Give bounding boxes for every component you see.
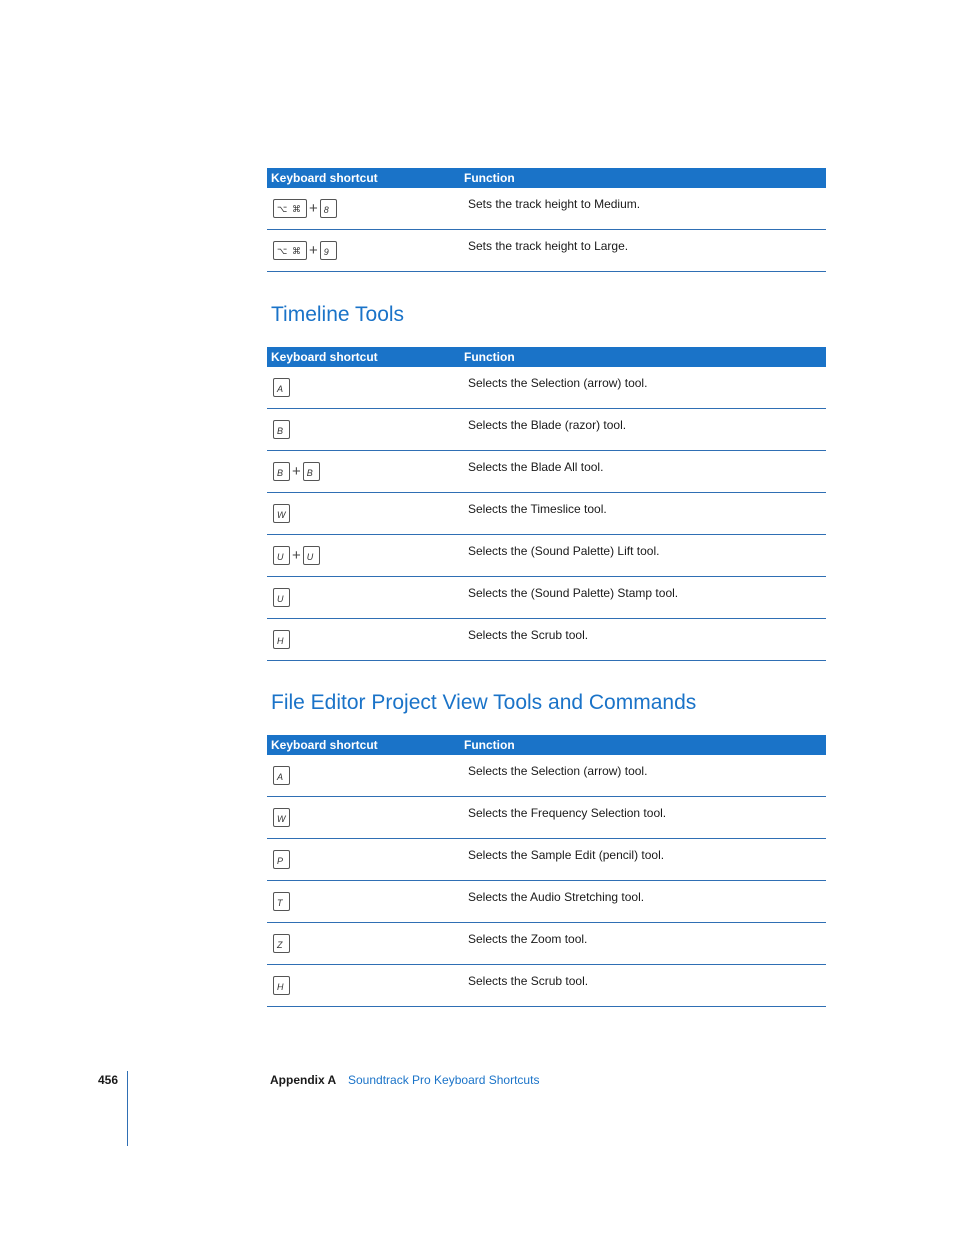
- shortcut-keys: [267, 577, 468, 618]
- file-editor-table: [267, 735, 826, 1007]
- shortcut-keys: [267, 188, 468, 229]
- function-text: Selects the (Sound Palette) Stamp tool.: [468, 586, 679, 600]
- key-cap: Z: [273, 934, 290, 953]
- timeline-tools-table: [267, 347, 826, 661]
- shortcut-keys: [267, 965, 468, 1006]
- key-cap: P: [273, 850, 290, 869]
- table-row: [267, 881, 826, 923]
- key-cap: A: [273, 378, 290, 397]
- function-text: Selects the Selection (arrow) tool.: [468, 376, 648, 390]
- function-text: Selects the Scrub tool.: [468, 628, 589, 642]
- track-height-table: [267, 168, 826, 272]
- page-number: 456: [98, 1073, 119, 1087]
- table-row: [267, 839, 826, 881]
- key-cap: 9: [320, 241, 337, 260]
- function-text: Selects the Frequency Selection tool.: [468, 806, 667, 820]
- table-row: [267, 230, 826, 272]
- shortcut-keys: [267, 451, 468, 492]
- shortcut-keys: [267, 881, 468, 922]
- shortcut-keys: [267, 839, 468, 880]
- function-text: Selects the Sample Edit (pencil) tool.: [468, 848, 665, 862]
- shortcut-keys: [267, 493, 468, 534]
- table-row: [267, 451, 826, 493]
- option-key-icon: ⌥: [277, 246, 288, 256]
- table-header: [267, 168, 826, 188]
- function-text: Selects the Blade (razor) tool.: [468, 418, 627, 432]
- key-cap: A: [273, 766, 290, 785]
- header-shortcut: Keyboard shortcut: [271, 350, 378, 364]
- footer-chapter-link[interactable]: Soundtrack Pro Keyboard Shortcuts: [348, 1073, 540, 1087]
- option-key-icon: ⌥: [277, 204, 288, 214]
- footer-appendix: Appendix A: [270, 1073, 337, 1087]
- shortcut-keys: [267, 619, 468, 660]
- table-row: [267, 923, 826, 965]
- option-command-key: [273, 199, 307, 218]
- key-cap: H: [273, 976, 290, 995]
- table-row: [267, 409, 826, 451]
- option-command-key: [273, 241, 307, 260]
- table-row: [267, 797, 826, 839]
- table-row: [267, 619, 826, 661]
- header-shortcut: Keyboard shortcut: [271, 171, 378, 185]
- table-row: [267, 755, 826, 797]
- key-cap: W: [273, 504, 290, 523]
- key-cap: U: [303, 546, 320, 565]
- shortcut-keys: [267, 367, 468, 408]
- key-cap: W: [273, 808, 290, 827]
- key-cap: B: [273, 462, 290, 481]
- footer-divider: [127, 1071, 128, 1146]
- function-text: Selects the Timeslice tool.: [468, 502, 607, 516]
- key-cap: B: [303, 462, 320, 481]
- table-row: [267, 535, 826, 577]
- key-cap: U: [273, 546, 290, 565]
- shortcut-keys: [267, 755, 468, 796]
- function-text: Selects the Blade All tool.: [468, 460, 604, 474]
- section-title-timeline-tools: Timeline Tools: [271, 303, 405, 326]
- shortcut-keys: [267, 535, 468, 576]
- plus-icon: +: [292, 547, 301, 564]
- plus-icon: +: [309, 242, 318, 259]
- table-row: [267, 965, 826, 1007]
- shortcut-keys: [267, 230, 468, 271]
- table-row: [267, 367, 826, 409]
- plus-icon: +: [309, 200, 318, 217]
- shortcut-keys: [267, 409, 468, 450]
- function-text: Selects the Scrub tool.: [468, 974, 589, 988]
- command-key-icon: ⌘: [292, 246, 301, 256]
- table-row: [267, 493, 826, 535]
- header-function: Function: [464, 738, 515, 752]
- function-text: Sets the track height to Large.: [468, 239, 629, 253]
- table-row: [267, 577, 826, 619]
- header-shortcut: Keyboard shortcut: [271, 738, 378, 752]
- function-text: Sets the track height to Medium.: [468, 197, 641, 211]
- table-row: [267, 188, 826, 230]
- header-function: Function: [464, 171, 515, 185]
- table-header: [267, 347, 826, 367]
- key-cap: H: [273, 630, 290, 649]
- function-text: Selects the Zoom tool.: [468, 932, 588, 946]
- shortcut-keys: [267, 797, 468, 838]
- key-cap: B: [273, 420, 290, 439]
- plus-icon: +: [292, 463, 301, 480]
- key-cap: 8: [320, 199, 337, 218]
- function-text: Selects the Selection (arrow) tool.: [468, 764, 648, 778]
- key-cap: T: [273, 892, 290, 911]
- command-key-icon: ⌘: [292, 204, 301, 214]
- section-title-file-editor: File Editor Project View Tools and Commands: [271, 691, 697, 714]
- function-text: Selects the Audio Stretching tool.: [468, 890, 645, 904]
- key-cap: U: [273, 588, 290, 607]
- table-header: [267, 735, 826, 755]
- function-text: Selects the (Sound Palette) Lift tool.: [468, 544, 660, 558]
- shortcut-keys: [267, 923, 468, 964]
- header-function: Function: [464, 350, 515, 364]
